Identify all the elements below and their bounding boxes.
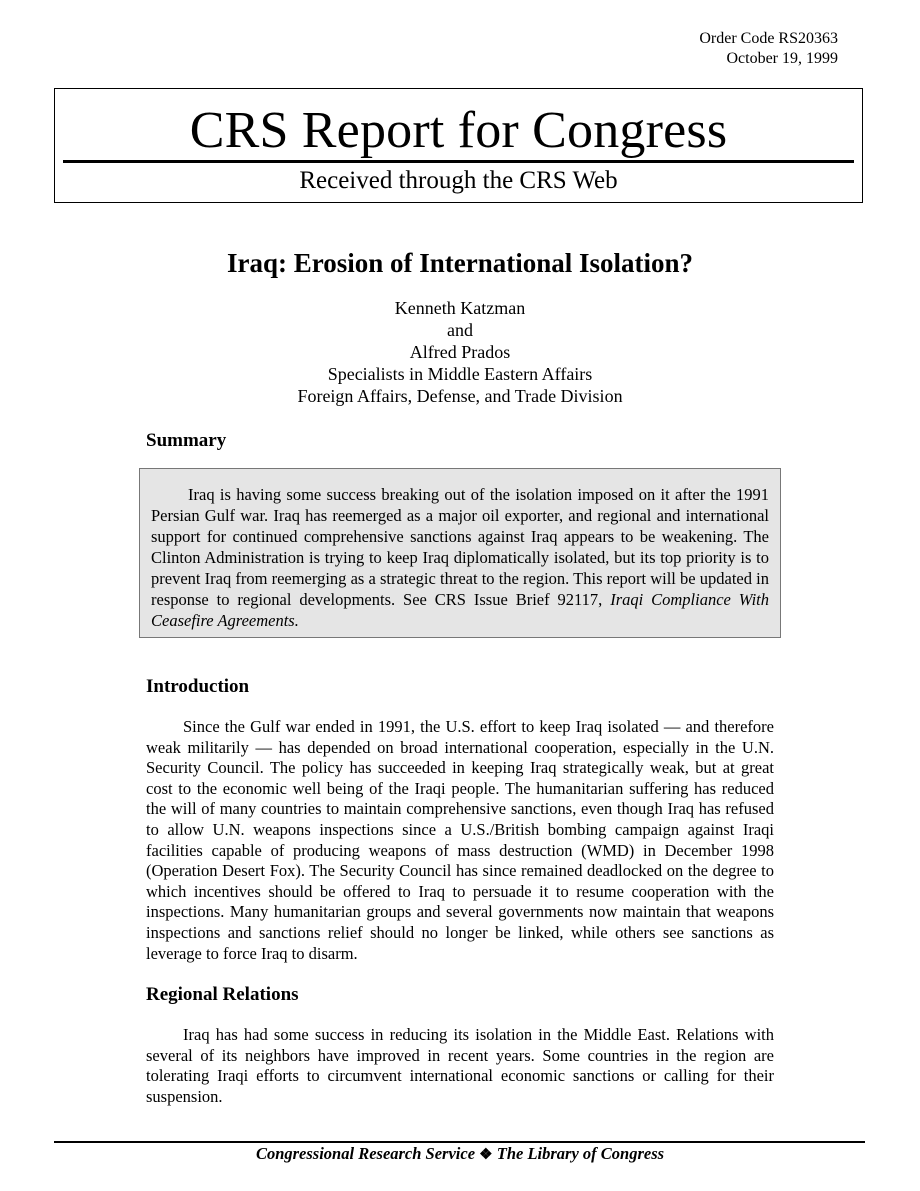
footer-rule xyxy=(54,1141,865,1143)
author-affiliation: Specialists in Middle Eastern Affairs xyxy=(327,364,593,384)
masthead-subtitle: Received through the CRS Web xyxy=(299,167,618,194)
masthead xyxy=(54,88,863,203)
author-name: Alfred Prados xyxy=(409,342,511,362)
author-conjunction: and xyxy=(447,320,473,340)
regional-relations-paragraph: Iraq has had some success in reducing its isolation in the Middle East. Relations with several of its neighbors have improved in recent years. Some countries in the region are tolerating Iraqi efforts to circumvent international economic sanctions or calling for their suspension. xyxy=(146,1025,774,1106)
order-info xyxy=(699,29,838,69)
summary-body: Iraq is having some success breaking out of the isolation imposed on it after the 1991 Persian Gulf war. Iraq has reemerged as a major oil exporter, and regional and international support for continued comprehensive sanctions against Iraq appears to be weakening. The Clinton Administration is trying to keep Iraq diplomatically isolated, but its top priority is to prevent Iraq from reemerging as a strategic threat to the region. This report will be updated in response to regional developments. See CRS Issue Brief 92117, xyxy=(151,485,769,609)
summary-citation: Iraqi Compliance With Ceasefire Agreements. xyxy=(151,590,770,630)
author-division: Foreign Affairs, Defense, and Trade Division xyxy=(297,386,623,406)
diamond-cluster-icon: ❖ xyxy=(479,1147,493,1163)
footer-right: The Library of Congress xyxy=(496,1144,665,1163)
masthead-title: CRS Report for Congress xyxy=(189,102,728,159)
author-name: Kenneth Katzman xyxy=(394,298,526,318)
summary-text xyxy=(151,484,769,631)
summary-box xyxy=(139,468,781,638)
author-block xyxy=(0,297,920,407)
document-title: Iraq: Erosion of International Isolation? xyxy=(226,248,694,278)
report-date: October 19, 1999 xyxy=(726,50,838,67)
footer-left: Congressional Research Service xyxy=(255,1144,476,1163)
introduction-heading: Introduction xyxy=(146,676,250,697)
regional-relations-heading: Regional Relations xyxy=(146,984,299,1005)
introduction-paragraph: Since the Gulf war ended in 1991, the U.S. effort to keep Iraq isolated — and therefore weak militarily — has depended on broad international cooperation, especially in the U.N. Security Council. The policy has succeeded in keeping Iraq strategically weak, but at great cost to the economic well being of the Iraqi people. The humanitarian suffering has reduced the will of many countries to maintain comprehensive sanctions, even though Iraq has refused to allow U.N. weapons inspections since a U.S./British bombing campaign against Iraqi facilities capable of producing weapons of mass destruction (WMD) in December 1998 (Operation Desert Fox). The Security Council has since remained deadlocked on the degree to which incentives should be offered to Iraq to persuade it to resume cooperation with the inspections. Many humanitarian groups and several governments now maintain that weapons inspections and sanctions relief should no longer be linked, while others see sanctions as leverage to force Iraq to disarm. xyxy=(146,717,774,963)
footer xyxy=(0,1144,920,1165)
masthead-rule xyxy=(63,160,854,163)
summary-heading: Summary xyxy=(146,430,227,451)
order-code: Order Code RS20363 xyxy=(699,30,838,47)
